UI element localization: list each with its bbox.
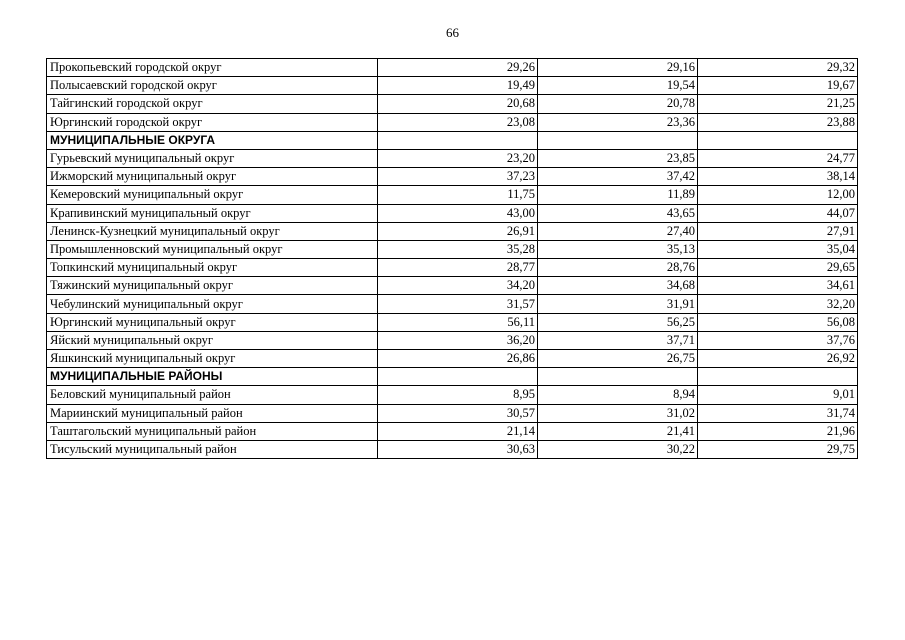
row-value-1: 28,77	[378, 259, 538, 277]
row-value-2: 34,68	[538, 277, 698, 295]
empty-cell	[378, 131, 538, 149]
row-value-1: 20,68	[378, 95, 538, 113]
row-value-3: 44,07	[698, 204, 858, 222]
table-row	[47, 440, 858, 458]
row-value-3: 35,04	[698, 240, 858, 258]
row-value-3: 19,67	[698, 77, 858, 95]
row-value-1: 26,91	[378, 222, 538, 240]
row-value-3: 29,65	[698, 259, 858, 277]
row-name: Яйский муниципальный округ	[47, 331, 378, 349]
row-value-1: 23,20	[378, 149, 538, 167]
empty-cell	[538, 131, 698, 149]
row-value-2: 56,25	[538, 313, 698, 331]
table-row	[47, 77, 858, 95]
row-value-3: 29,32	[698, 59, 858, 77]
row-value-3: 21,96	[698, 422, 858, 440]
row-value-3: 24,77	[698, 149, 858, 167]
row-name: Тяжинский муниципальный округ	[47, 277, 378, 295]
table-row	[47, 277, 858, 295]
row-value-1: 23,08	[378, 113, 538, 131]
table-row	[47, 168, 858, 186]
data-table	[46, 58, 858, 459]
row-value-2: 30,22	[538, 440, 698, 458]
row-value-3: 23,88	[698, 113, 858, 131]
row-value-1: 43,00	[378, 204, 538, 222]
row-value-3: 27,91	[698, 222, 858, 240]
section-title: МУНИЦИПАЛЬНЫЕ РАЙОНЫ	[47, 368, 378, 386]
row-value-2: 43,65	[538, 204, 698, 222]
row-value-3: 37,76	[698, 331, 858, 349]
row-name: Юргинский городской округ	[47, 113, 378, 131]
section-header-row	[47, 131, 858, 149]
section-header-row	[47, 368, 858, 386]
table-row	[47, 386, 858, 404]
row-name: Тисульский муниципальный район	[47, 440, 378, 458]
row-name: Полысаевский городской округ	[47, 77, 378, 95]
row-value-2: 20,78	[538, 95, 698, 113]
row-value-3: 32,20	[698, 295, 858, 313]
table-row	[47, 95, 858, 113]
row-value-1: 19,49	[378, 77, 538, 95]
row-value-2: 21,41	[538, 422, 698, 440]
row-value-1: 35,28	[378, 240, 538, 258]
table-row	[47, 313, 858, 331]
row-value-3: 31,74	[698, 404, 858, 422]
row-value-3: 34,61	[698, 277, 858, 295]
row-value-3: 26,92	[698, 350, 858, 368]
section-title: МУНИЦИПАЛЬНЫЕ ОКРУГА	[47, 131, 378, 149]
table-row	[47, 350, 858, 368]
row-value-3: 29,75	[698, 440, 858, 458]
table-row	[47, 222, 858, 240]
row-value-1: 8,95	[378, 386, 538, 404]
row-name: Тайгинский городской округ	[47, 95, 378, 113]
row-value-1: 56,11	[378, 313, 538, 331]
table-row	[47, 422, 858, 440]
row-value-1: 37,23	[378, 168, 538, 186]
row-value-1: 30,57	[378, 404, 538, 422]
table-row	[47, 186, 858, 204]
row-value-2: 11,89	[538, 186, 698, 204]
row-name: Юргинский муниципальный округ	[47, 313, 378, 331]
row-name: Ленинск-Кузнецкий муниципальный округ	[47, 222, 378, 240]
row-value-2: 31,91	[538, 295, 698, 313]
row-value-2: 29,16	[538, 59, 698, 77]
row-value-1: 34,20	[378, 277, 538, 295]
row-value-2: 26,75	[538, 350, 698, 368]
empty-cell	[378, 368, 538, 386]
row-name: Яшкинский муниципальный округ	[47, 350, 378, 368]
row-value-3: 21,25	[698, 95, 858, 113]
row-value-2: 28,76	[538, 259, 698, 277]
row-name: Промышленновский муниципальный округ	[47, 240, 378, 258]
table-row	[47, 331, 858, 349]
row-value-3: 38,14	[698, 168, 858, 186]
row-value-1: 36,20	[378, 331, 538, 349]
table-row	[47, 404, 858, 422]
row-name: Таштагольский муниципальный район	[47, 422, 378, 440]
row-value-1: 31,57	[378, 295, 538, 313]
row-name: Гурьевский муниципальный округ	[47, 149, 378, 167]
table-row	[47, 59, 858, 77]
row-value-1: 29,26	[378, 59, 538, 77]
row-name: Крапивинский муниципальный округ	[47, 204, 378, 222]
table-row	[47, 240, 858, 258]
table-row	[47, 259, 858, 277]
table-row	[47, 113, 858, 131]
row-value-2: 37,42	[538, 168, 698, 186]
table-row	[47, 204, 858, 222]
row-value-3: 12,00	[698, 186, 858, 204]
row-value-3: 56,08	[698, 313, 858, 331]
empty-cell	[538, 368, 698, 386]
row-name: Прокопьевский городской округ	[47, 59, 378, 77]
row-value-1: 11,75	[378, 186, 538, 204]
row-value-2: 8,94	[538, 386, 698, 404]
row-name: Чебулинский муниципальный округ	[47, 295, 378, 313]
row-value-2: 19,54	[538, 77, 698, 95]
row-name: Топкинский муниципальный округ	[47, 259, 378, 277]
row-value-2: 23,36	[538, 113, 698, 131]
row-value-2: 35,13	[538, 240, 698, 258]
row-value-1: 21,14	[378, 422, 538, 440]
table-row	[47, 295, 858, 313]
row-value-2: 27,40	[538, 222, 698, 240]
row-name: Кемеровский муниципальный округ	[47, 186, 378, 204]
empty-cell	[698, 131, 858, 149]
table-row	[47, 149, 858, 167]
row-name: Ижморский муниципальный округ	[47, 168, 378, 186]
row-value-3: 9,01	[698, 386, 858, 404]
row-name: Беловский муниципальный район	[47, 386, 378, 404]
row-value-1: 30,63	[378, 440, 538, 458]
row-value-2: 37,71	[538, 331, 698, 349]
table-body	[47, 59, 858, 459]
row-value-2: 31,02	[538, 404, 698, 422]
page-number: 66	[446, 25, 459, 40]
empty-cell	[698, 368, 858, 386]
row-name: Мариинский муниципальный район	[47, 404, 378, 422]
row-value-2: 23,85	[538, 149, 698, 167]
row-value-1: 26,86	[378, 350, 538, 368]
